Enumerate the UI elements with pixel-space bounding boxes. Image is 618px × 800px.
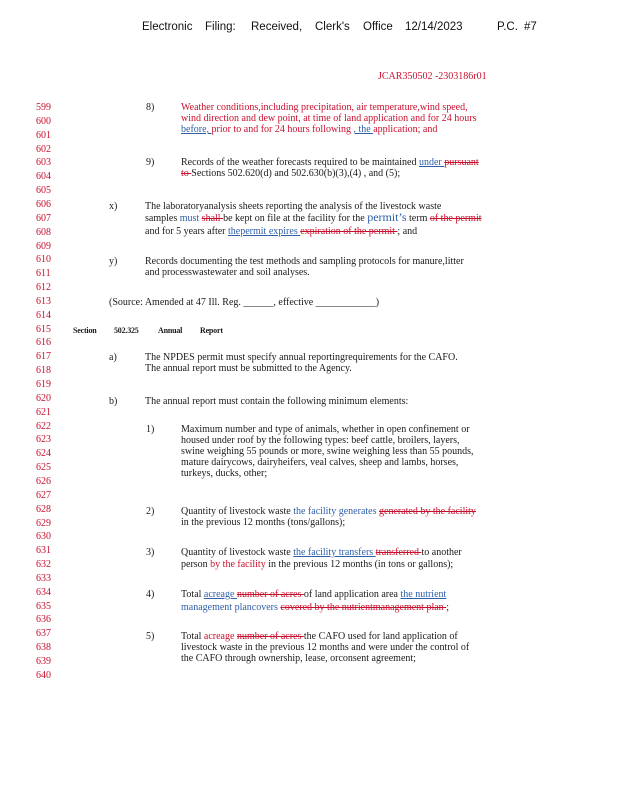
line-number: 638 — [36, 642, 51, 654]
item-a-label: a) — [109, 352, 117, 363]
item-b2-insert-generates: the facility generates — [293, 506, 379, 517]
jcar-code: JCAR350502 -2303186r01 — [378, 71, 487, 82]
item-b4-text-semicolon: ; — [446, 602, 449, 613]
item-b2-strike-generated: generated by the facility — [379, 506, 476, 517]
item-x-line-1: The laboratoryanalysis sheets reporting the analysis of the livestock waste — [145, 201, 442, 212]
item-b3-line-1 — [181, 547, 462, 558]
line-number: 628 — [36, 503, 51, 515]
item-x-text-samples: samples — [145, 213, 180, 224]
line-number: 600 — [36, 115, 51, 127]
item-b4-label: 4) — [146, 589, 155, 600]
item-b4-insert-acreage: acreage — [203, 589, 237, 600]
item-b4-text-land-application: of land application area — [303, 589, 401, 600]
line-number: 599 — [36, 102, 51, 113]
item-b3-line-2 — [181, 559, 453, 570]
header-pc: P.C. — [497, 21, 518, 33]
item-8-text-application: application; and — [373, 124, 438, 135]
item-b3-insert-transfers: the facility transfers — [293, 547, 376, 558]
line-number: 614 — [36, 309, 51, 321]
line-number: 606 — [36, 198, 51, 210]
item-b3-insert-by-facility: by the facility — [210, 559, 269, 570]
item-b4-insert-nutrient: the nutrient — [400, 589, 447, 600]
item-b5-line-1 — [181, 631, 458, 642]
item-b3-text-person: person — [181, 559, 211, 570]
line-number: 619 — [36, 379, 51, 390]
item-b1-line-3: swine weighing 55 pounds or more, swine weighing less than 55 pounds, — [181, 446, 474, 457]
header-electronic: Electronic — [142, 21, 193, 33]
line-number: 622 — [36, 420, 51, 432]
item-9-label: 9) — [146, 157, 155, 168]
line-number: 635 — [36, 600, 51, 612]
section-word: Section — [73, 326, 97, 335]
item-8-insert-before: before, — [181, 124, 212, 135]
source-blank-reg: ______ — [243, 297, 274, 308]
item-b4-text-total: Total — [181, 589, 204, 600]
item-y-line-1: Records documenting the test methods and sampling protocols for manure,litter — [145, 256, 464, 267]
line-number: 626 — [36, 475, 51, 487]
item-x-label: x) — [109, 201, 118, 212]
source-effective: , effective — [273, 297, 316, 308]
line-number: 615 — [36, 323, 51, 335]
line-number: 633 — [36, 572, 51, 584]
item-8-line-1: Weather conditions,including precipitation, air temperature,wind speed, — [181, 102, 468, 113]
item-b5-text-total: Total — [181, 631, 204, 642]
item-9-text-sections: Sections 502.620(d) and 502.630(b)(3),(4) , and (5); — [191, 168, 401, 179]
header-office: Office — [363, 21, 393, 33]
item-b4-strike-covered: covered by the nutrientmanagement plan — [280, 602, 447, 613]
line-number: 630 — [36, 531, 51, 543]
item-b1-label: 1) — [146, 424, 155, 435]
line-number: 621 — [36, 406, 51, 418]
item-y-label: y) — [109, 256, 118, 267]
source-close: ) — [375, 297, 380, 308]
line-number: 624 — [36, 448, 51, 460]
item-b3-text-previous: in the previous 12 months (in tons or gallons); — [268, 559, 454, 570]
item-x-insert-must: must — [179, 213, 202, 224]
line-number: 623 — [36, 434, 51, 446]
line-number: 634 — [36, 586, 51, 598]
item-a-line-2: The annual report must be submitted to the Agency. — [145, 363, 352, 374]
line-number: 613 — [36, 295, 51, 307]
line-number: 627 — [36, 489, 51, 501]
line-number: 612 — [36, 282, 51, 294]
line-number: 631 — [36, 545, 51, 557]
header-date: 12/14/2023 — [405, 21, 463, 33]
line-number: 611 — [36, 268, 51, 280]
item-b5-text-cafo-used: the CAFO used for land application of — [303, 631, 458, 642]
header-filing: Filing: — [205, 21, 236, 33]
item-9-strike-to: to — [181, 168, 192, 179]
line-number: 617 — [36, 351, 51, 363]
line-number: 604 — [36, 171, 51, 183]
header-received: Received, — [251, 21, 303, 33]
line-number: 603 — [36, 157, 51, 169]
line-number: 605 — [36, 185, 51, 197]
section-title-report: Report — [200, 326, 223, 335]
item-b3-label: 3) — [146, 547, 155, 558]
line-number: 620 — [36, 392, 51, 404]
line-number: 602 — [36, 143, 51, 155]
source-note — [109, 297, 379, 308]
item-b2-line-2: in the previous 12 months (tons/gallons); — [181, 517, 346, 528]
line-number: 618 — [36, 365, 51, 377]
item-x-line-2 — [145, 212, 482, 224]
item-8-line-2: wind direction and dew point, at time of land application and for 24 hours — [181, 113, 477, 124]
item-x-text-and-for: and for 5 years after — [145, 226, 229, 237]
line-number: 616 — [36, 337, 51, 349]
item-b4-insert-plan-covers: management plancovers — [181, 602, 281, 613]
line-number: 601 — [36, 129, 51, 141]
item-b3-text-quantity: Quantity of livestock waste — [181, 547, 294, 558]
item-x-text-and: ; and — [397, 226, 418, 237]
line-number: 636 — [36, 614, 51, 626]
item-x-insert-permit-expires: thepermit expires — [228, 226, 301, 237]
header-pcnum: #7 — [524, 21, 537, 33]
item-x-text-kept: be kept on file at the facility for the — [223, 213, 368, 224]
item-b3-text-to-another: to another — [421, 547, 462, 558]
item-9-line-1 — [181, 157, 479, 168]
line-number: 608 — [36, 226, 51, 238]
line-number: 632 — [36, 559, 51, 571]
line-number: 640 — [36, 669, 51, 681]
line-number: 625 — [36, 462, 51, 474]
item-9-strike-pursuant: pursuant — [444, 157, 479, 168]
item-b4-strike-number-acres: number of acres — [236, 589, 304, 600]
line-number: 637 — [36, 628, 51, 640]
item-b5-line-3: the CAFO through ownership, lease, orconsent agreement; — [181, 653, 416, 664]
source-blank-date: ____________ — [315, 297, 376, 308]
item-x-line-3 — [145, 226, 417, 237]
item-9-line-2 — [181, 168, 400, 179]
item-b5-strike-number-acres: number of acres — [236, 631, 304, 642]
item-x-strike-of-the-permit: of the permit — [429, 213, 482, 224]
item-8-insert-the: , the — [353, 124, 374, 135]
item-b-line-1: The annual report must contain the following minimum elements: — [145, 396, 409, 407]
item-b4-line-1 — [181, 589, 446, 600]
item-8-text-prior: prior to and for 24 hours following — [211, 124, 354, 135]
item-b2-line-1 — [181, 506, 476, 517]
item-x-strike-shall: shall — [201, 213, 224, 224]
item-8-line-3 — [181, 124, 437, 135]
section-title-annual: Annual — [158, 326, 183, 335]
item-a-line-1: The NPDES permit must specify annual reportingrequirements for the CAFO. — [145, 352, 458, 363]
item-9-insert-under: under — [418, 157, 445, 168]
item-x-insert-permits: permit’s — [367, 210, 407, 224]
item-b2-text-quantity: Quantity of livestock waste — [181, 506, 294, 517]
item-8-label: 8) — [146, 102, 155, 113]
header-clerks: Clerk's — [315, 21, 350, 33]
line-number: 629 — [36, 517, 51, 529]
item-b5-line-2: livestock waste in the previous 12 months and were under the control of — [181, 642, 470, 653]
item-b5-label: 5) — [146, 631, 155, 642]
item-b1-line-2: housed under roof by the following types: beef cattle, broilers, layers, — [181, 435, 460, 446]
item-b-label: b) — [109, 396, 118, 407]
line-number: 639 — [36, 656, 51, 667]
item-x-text-term: term — [406, 213, 430, 224]
item-b1-line-5: turkeys, ducks, other; — [181, 468, 268, 479]
line-number: 609 — [36, 240, 51, 252]
source-text: (Source: Amended at 47 Ill. Reg. — [109, 297, 244, 308]
item-b3-strike-transferred: transferred — [375, 547, 422, 558]
item-x-strike-expiration: expiration of the permit — [300, 226, 398, 237]
line-number: 610 — [36, 254, 51, 266]
item-y-line-2: and processwastewater and soil analyses. — [145, 267, 310, 278]
item-b4-line-2 — [181, 602, 449, 613]
item-b2-label: 2) — [146, 506, 155, 517]
section-number: 502.325 — [114, 326, 139, 335]
item-b5-insert-acreage: acreage — [203, 631, 237, 642]
item-b1-line-1: Maximum number and type of animals, whether in open confinement or — [181, 424, 470, 435]
item-9-text-records: Records of the weather forecasts required to be maintained — [181, 157, 419, 168]
line-number: 607 — [36, 212, 51, 224]
item-b1-line-4: mature dairycows, dairyheifers, veal calves, sheep and lambs, horses, — [181, 457, 459, 468]
